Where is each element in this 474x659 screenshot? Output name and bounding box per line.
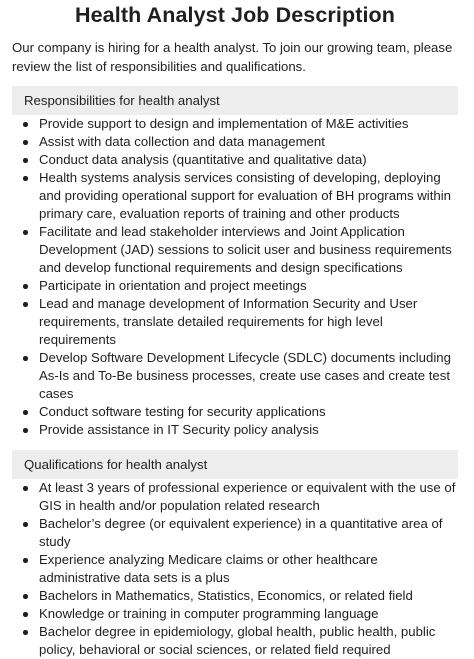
list-item: Lead and manage development of Information Security and User requirements, translate detailed requirements for high level requirements (39, 295, 458, 349)
list-item: Knowledge or training in computer programming language (39, 605, 458, 623)
intro-paragraph: Our company is hiring for a health analyst. To join our growing team, please review the list of responsibilities and qualifications. (12, 40, 453, 74)
list-item: At least 3 years of professional experience or equivalent with the use of GIS in health and/or population related research (39, 479, 458, 515)
list-item: Bachelor’s degree (or equivalent experience) in a quantitative area of study (39, 515, 458, 551)
list-item: Bachelor degree in epidemiology, global health, public health, public policy, behavioral or social sciences, or related field required (39, 623, 458, 659)
qualifications-list (12, 479, 458, 659)
responsibilities-heading: Responsibilities for health analyst (12, 86, 458, 115)
list-item: Experience analyzing Medicare claims or other healthcare administrative data sets is a plus (39, 551, 458, 587)
list-item: Bachelors in Mathematics, Statistics, Economics, or related field (39, 587, 458, 605)
list-item: Develop Software Development Lifecycle (SDLC) documents including As-Is and To-Be business processes, create use cases and create test cases (39, 349, 458, 403)
list-item: Health systems analysis services consisting of developing, deploying and providing operational support for evaluation of BH programs within primary care, evaluation reports of training and other products (39, 169, 458, 223)
list-item: Provide assistance in IT Security policy analysis (39, 421, 458, 439)
list-item: Assist with data collection and data management (39, 133, 458, 151)
qualifications-heading: Qualifications for health analyst (12, 450, 458, 479)
list-item: Provide support to design and implementation of M&E activities (39, 115, 458, 133)
list-item: Conduct data analysis (quantitative and qualitative data) (39, 151, 458, 169)
page-title: Health Analyst Job Description (75, 3, 395, 27)
responsibilities-list (12, 115, 458, 439)
list-item: Participate in orientation and project meetings (39, 277, 458, 295)
list-item: Facilitate and lead stakeholder interviews and Joint Application Development (JAD) sessions to solicit user and business requirements and develop functional requirements and design specifications (39, 223, 458, 277)
list-item: Conduct software testing for security applications (39, 403, 458, 421)
